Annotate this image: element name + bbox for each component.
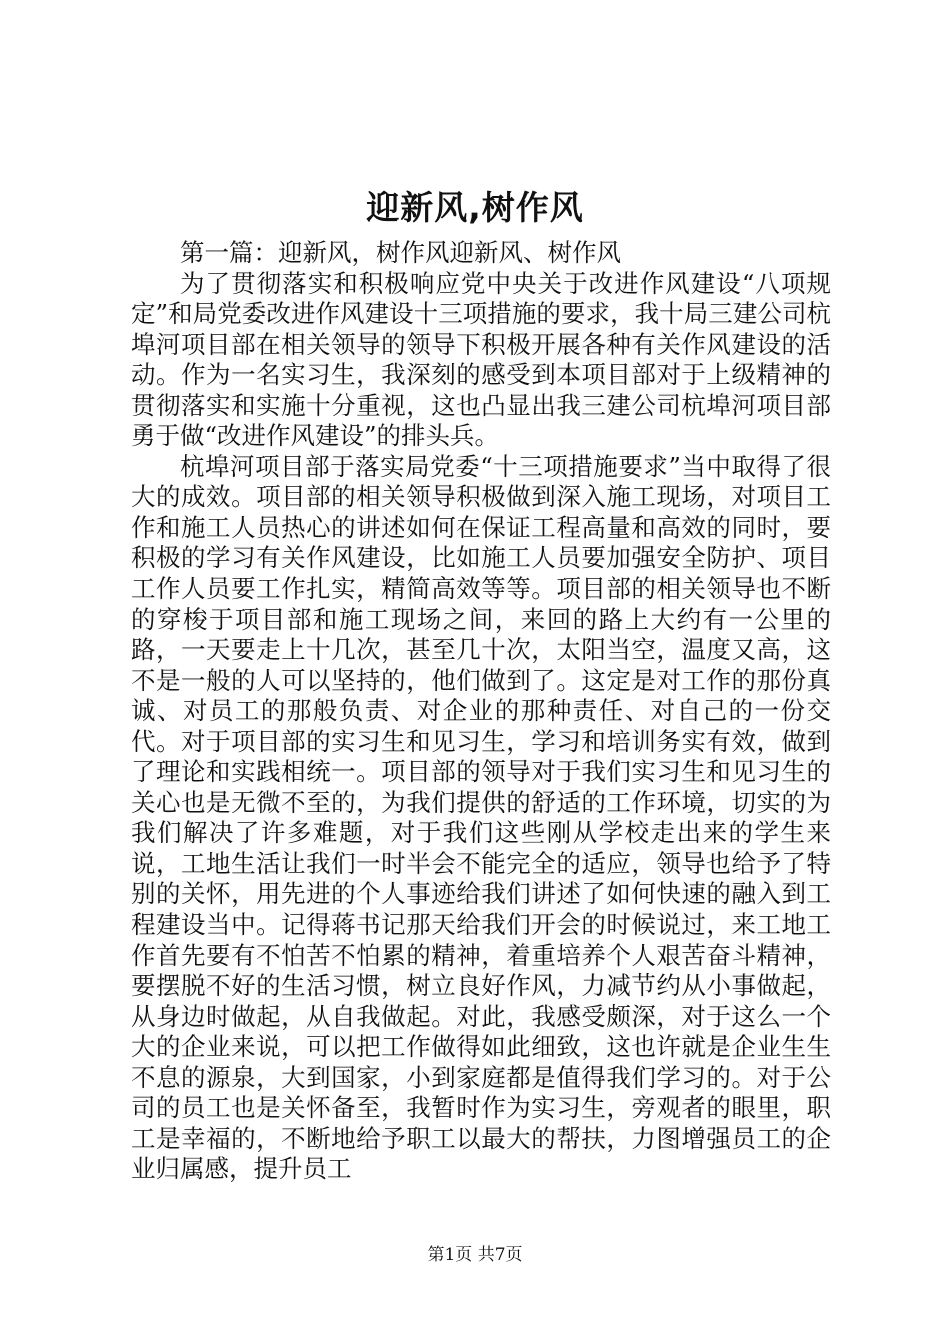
body-paragraph-2: 杭埠河项目部于落实局党委“十三项措施要求”当中取得了很大的成效。项目部的相关领导积极做到深入施工现场，对项目工作和施工人员热心的讲述如何在保证工程高量和高效的同时，要积极的学习有关作风建设，比如施工人员要加强安全防护、项目工作人员要工作扎实，精简高效等等。项目部的相关领导也不断的穿梭于项目部和施工现场之间，来回的路上大约有一公里的路，一天要走上十几次，甚至几十次，太阳当空，温度又高，这不是一般的人可以坚持的，他们做到了。这定是对工作的那份真诚、对员工的那般负责、对企业的那种责任、对自己的一份交代。对于项目部的实习生和见习生，学习和培训务实有效，做到了理论和实践相统一。项目部的领导对于我们实习生和见习生的关心也是无微不至的，为我们提供的舒适的工作环境，切实的为我们解决了许多难题，对于我们这些刚从学校走出来的学生来说，工地生活让我们一时半会不能完全的适应，领导也给予了特别的关怀，用先进的个人事迹给我们讲述了如何快速的融入到工程建设当中。记得蒋书记那天给我们开会的时候说过，来工地工作首先要有不怕苦不怕累的精神，着重培养个人艰苦奋斗精神，要摆脱不好的生活习惯，树立良好作风，力减节约从小事做起，从身边时做起，从自我做起。对此，我感受颇深，对于这么一个大的企业来说，可以把工作做得如此细致，这也许就是企业生生不息的源泉，大到国家，小到家庭都是值得我们学习的。对于公司的员工也是关怀备至，我暂时作为实习生，旁观者的眼里，职工是幸福的，不断地给予职工以最大的帮扶，力图增强员工的企业归属感，提升员工 [131, 451, 831, 1184]
document-body [131, 238, 831, 1185]
section-heading: 第一篇：迎新风，树作风迎新风、树作风 [180, 238, 621, 267]
body-paragraph-1: 为了贯彻落实和积极响应党中央关于改进作风建设“八项规定”和局党委改进作风建设十三项措施的要求，我十局三建公司杭埠河项目部在相关领导的领导下积极开展各种有关作风建设的活动。作为一名实习生，我深刻的感受到本项目部对于上级精神的贯彻落实和实施十分重视，这也凸显出我三建公司杭埠河项目部勇于做“改进作风建设”的排头兵。 [131, 268, 831, 451]
page-number-footer: 第1页 共7页 [427, 1245, 523, 1265]
document-title: 迎新风,树作风 [366, 188, 584, 227]
